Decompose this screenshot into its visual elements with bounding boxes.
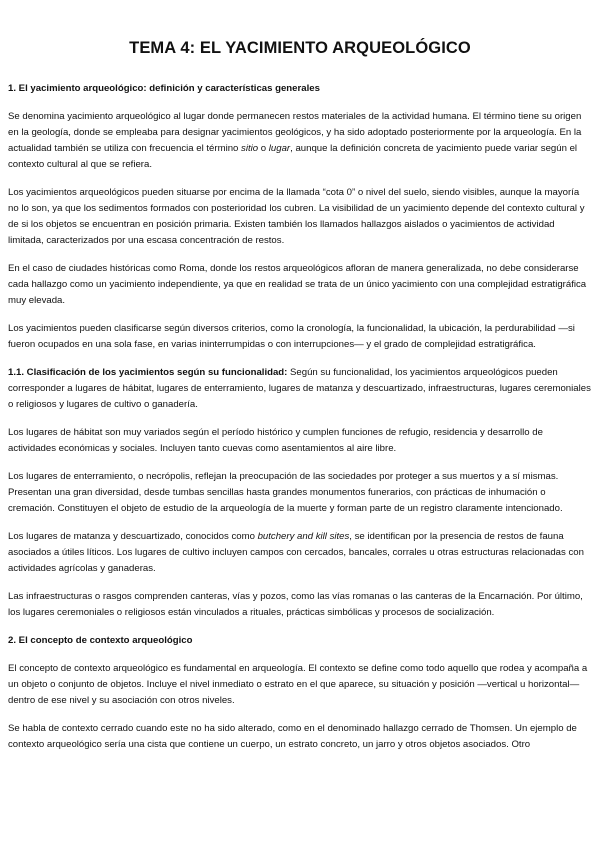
text-run: Se denomina yacimiento arqueológico al lugar donde permanecen restos materiales de la actividad humana. El término tiene su origen en la geología, donde se empleaba para designar yacimientos geológicos, y ha sido adoptado posteriormente por la arqueología. En la actualidad también se utiliza con frecuencia el término [8,111,582,154]
text-run: o [258,143,269,154]
text-run: , se identifican por la presencia de restos de fauna asociados a útiles líticos. Los lugares de cultivo incluyen campos con cercados, bancales, corrales u otras estructuras relacionadas con actividades agrícolas y ganaderas. [8,531,584,574]
section-1-1-paragraph-3 [8,529,592,577]
section-1-1-heading: 1.1. Clasificación de los yacimientos según su funcionalidad: [8,367,288,378]
text-run: , aunque la definición concreta de yacimiento puede variar según el contexto cultural al que se refiera. [8,143,578,170]
section-1-1-paragraph-2: Los lugares de enterramiento, o necrópolis, reflejan la preocupación de las sociedades por proteger a sus muertos y a sí mismas. Presentan una gran diversidad, desde tumbas sencillas hasta grandes monumentos funerarios, con prácticas de inhumación o cremación. Constituyen el objeto de estudio de la arqueología de la muerte y forman parte de un registro claramente intencionado. [8,471,563,514]
section-1-heading: 1. El yacimiento arqueológico: definición y características generales [8,83,320,94]
section-1-paragraph-3: En el caso de ciudades históricas como Roma, donde los restos arqueológicos afloran de manera generalizada, no debe considerarse cada hallazgo como un yacimiento independiente, ya que en realidad se trata de un único yacimiento con una complejidad estratigráfica muy elevada. [8,263,587,306]
section-1-1-paragraph-intro [8,365,592,413]
section-1-paragraph-4: Los yacimientos pueden clasificarse según diversos criterios, como la cronología, la funcionalidad, la ubicación, la perdurabilidad —si fueron ocupados en una sola fase, en varias ininterrumpidas o con interrupciones— y el grado de complejidad estratigráfica. [8,323,575,350]
text-run: Los lugares de matanza y descuartizado, conocidos como [8,531,258,542]
section-1-paragraph-1 [8,109,592,173]
italic-term: lugar [268,143,291,154]
text-run: Según su funcionalidad, los yacimientos arqueológicos pueden corresponder a lugares de hábitat, lugares de enterramiento, lugares de matanza y descuartizado, infraestructuras, lugares ceremoniales o religiosos y lugares de cultivo o ganadería. [8,367,591,410]
section-2-heading: 2. El concepto de contexto arqueológico [8,635,193,646]
section-1-1-paragraph-4: Las infraestructuras o rasgos comprenden canteras, vías y pozos, como las vías romanas o las canteras de la Encarnación. Por último, los lugares ceremoniales o religiosos están vinculados a rituales, prácticas simbólicas y procesos de socialización. [8,591,583,618]
document-title: TEMA 4: EL YACIMIENTO ARQUEOLÓGICO [129,39,471,57]
italic-term: butchery and kill sites [257,531,350,542]
section-1-paragraph-2: Los yacimientos arqueológicos pueden situarse por encima de la llamada “cota 0” o nivel del suelo, siendo visibles, aunque la mayoría no lo son, ya que los sedimentos formados con posterioridad los cubren. La visibilidad de un yacimiento depende del contexto cultural y de si los objetos se encuentran en posición primaria. Existen también los llamados hallazgos aislados o yacimientos de actividad limitada, caracterizados por una escasa concentración de restos. [8,187,585,246]
italic-term: sitio [241,143,259,154]
section-1-1-paragraph-1: Los lugares de hábitat son muy variados según el período histórico y cumplen funciones de refugio, residencia y desarrollo de actividades económicas y sociales. Incluyen tanto cuevas como asentamientos al aire libre. [8,427,543,454]
section-2-paragraph-1: El concepto de contexto arqueológico es fundamental en arqueología. El contexto se define como todo aquello que rodea y acompaña a un objeto o conjunto de objetos. Incluye el nivel inmediato o estrato en el que aparece, su situación y posición —vertical u horizontal— dentro de ese nivel y su asociación con otros niveles. [8,663,588,706]
section-2-paragraph-2: Se habla de contexto cerrado cuando este no ha sido alterado, como en el denominado hallazgo cerrado de Thomsen. Un ejemplo de contexto arqueológico sería una cista que contiene un cuerpo, un estrato concreto, un jarro y otros objetos asociados. Otro [8,723,577,750]
